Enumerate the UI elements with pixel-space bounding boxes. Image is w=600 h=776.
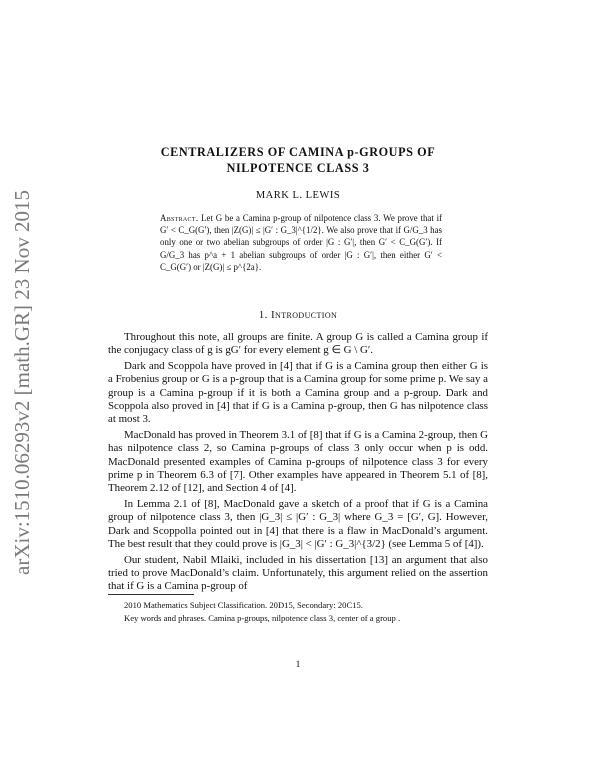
arxiv-identifier: arXiv:1510.06293v2 [math.GR] 23 Nov 2015 xyxy=(10,190,34,575)
paper-title xyxy=(108,144,488,176)
section-heading: 1. Introduction xyxy=(258,309,338,321)
paragraph: Our student, Nabil Mlaiki, included in his dissertation [13] an argument that also tried to prove MacDonald’s claim. Unfortunately, this argument relied on the assertion that if G is a Camina p-group of xyxy=(108,553,488,593)
paragraph: In Lemma 2.1 of [8], MacDonald gave a sketch of a proof that if G is a Camina group of nilpotence class 3, then |G_3| ≤ |G′ : G_3| where G_3 = [G′, G]. However, Dark and Scoppolla pointed out in [4] that there is a flaw in MacDonald’s argument. The best result that they could prove is |G_3| < |G′ : G_3|^{3/2} (see Lemma 5 of [4]). xyxy=(108,497,488,551)
footnote-keywords: Key words and phrases. Camina p-groups, nilpotence class 3, center of a group . xyxy=(124,612,401,623)
page-number: 1 xyxy=(295,660,301,670)
footnotes xyxy=(108,599,488,624)
abstract-heading: Abstract. xyxy=(160,213,199,223)
paragraph: Throughout this note, all groups are finite. A group G is called a Camina group if the conjugacy class of g is gG′ for every element g ∈ G \ G′. xyxy=(108,331,488,357)
author: MARK L. LEWIS xyxy=(255,190,341,201)
footnote-msc: 2010 Mathematics Subject Classification. 20D15, Secondary: 20C15. xyxy=(124,600,363,610)
footnote-divider xyxy=(108,594,194,595)
title-line-2: NILPOTENCE CLASS 3 xyxy=(226,161,370,175)
paragraph: Dark and Scoppola have proved in [4] that if G is a Camina group then either G is a Frobenius group or G is a p-group that is a Camina group for some prime p. We say a group is a Camina p-group if it is both a Camina group and a p-group. Dark and Scoppola also proved in [4] that if G is a Camina p-group, then G has nilpotence class at most 3. xyxy=(108,359,488,426)
abstract-text: Let G be a Camina p-group of nilpotence class 3. We prove that if G′ < C_G(G′), then |Z(G)| ≤ |G′ : G_3|^{1/2}. We also prove that if G/G_3 has only one or two abelian subgroups of order |G : G′|, then G′ < C_G(G′). If G/G_3 has p^a + 1 abelian subgroups of order |G : G′|, then either G′ < C_G(G′) or |Z(G)| ≤ p^{2a}. xyxy=(160,213,443,272)
title-line-1: CENTRALIZERS OF CAMINA p-GROUPS OF xyxy=(160,145,436,159)
paragraph: MacDonald has proved in Theorem 3.1 of [8] that if G is a Camina 2-group, then G has nilpotence class 2, so Camina p-groups of class 3 only occur when p is odd. MacDonald presented examples of Camina p-groups of nilpotence class 3 for every prime p in Theorem 6.3 of [7]. Other examples have appeared in Theorem 5.1 of [8], Theorem 2.12 of [12], and Section 4 of [4]. xyxy=(108,428,488,495)
abstract xyxy=(160,212,442,273)
body-text xyxy=(108,331,488,596)
